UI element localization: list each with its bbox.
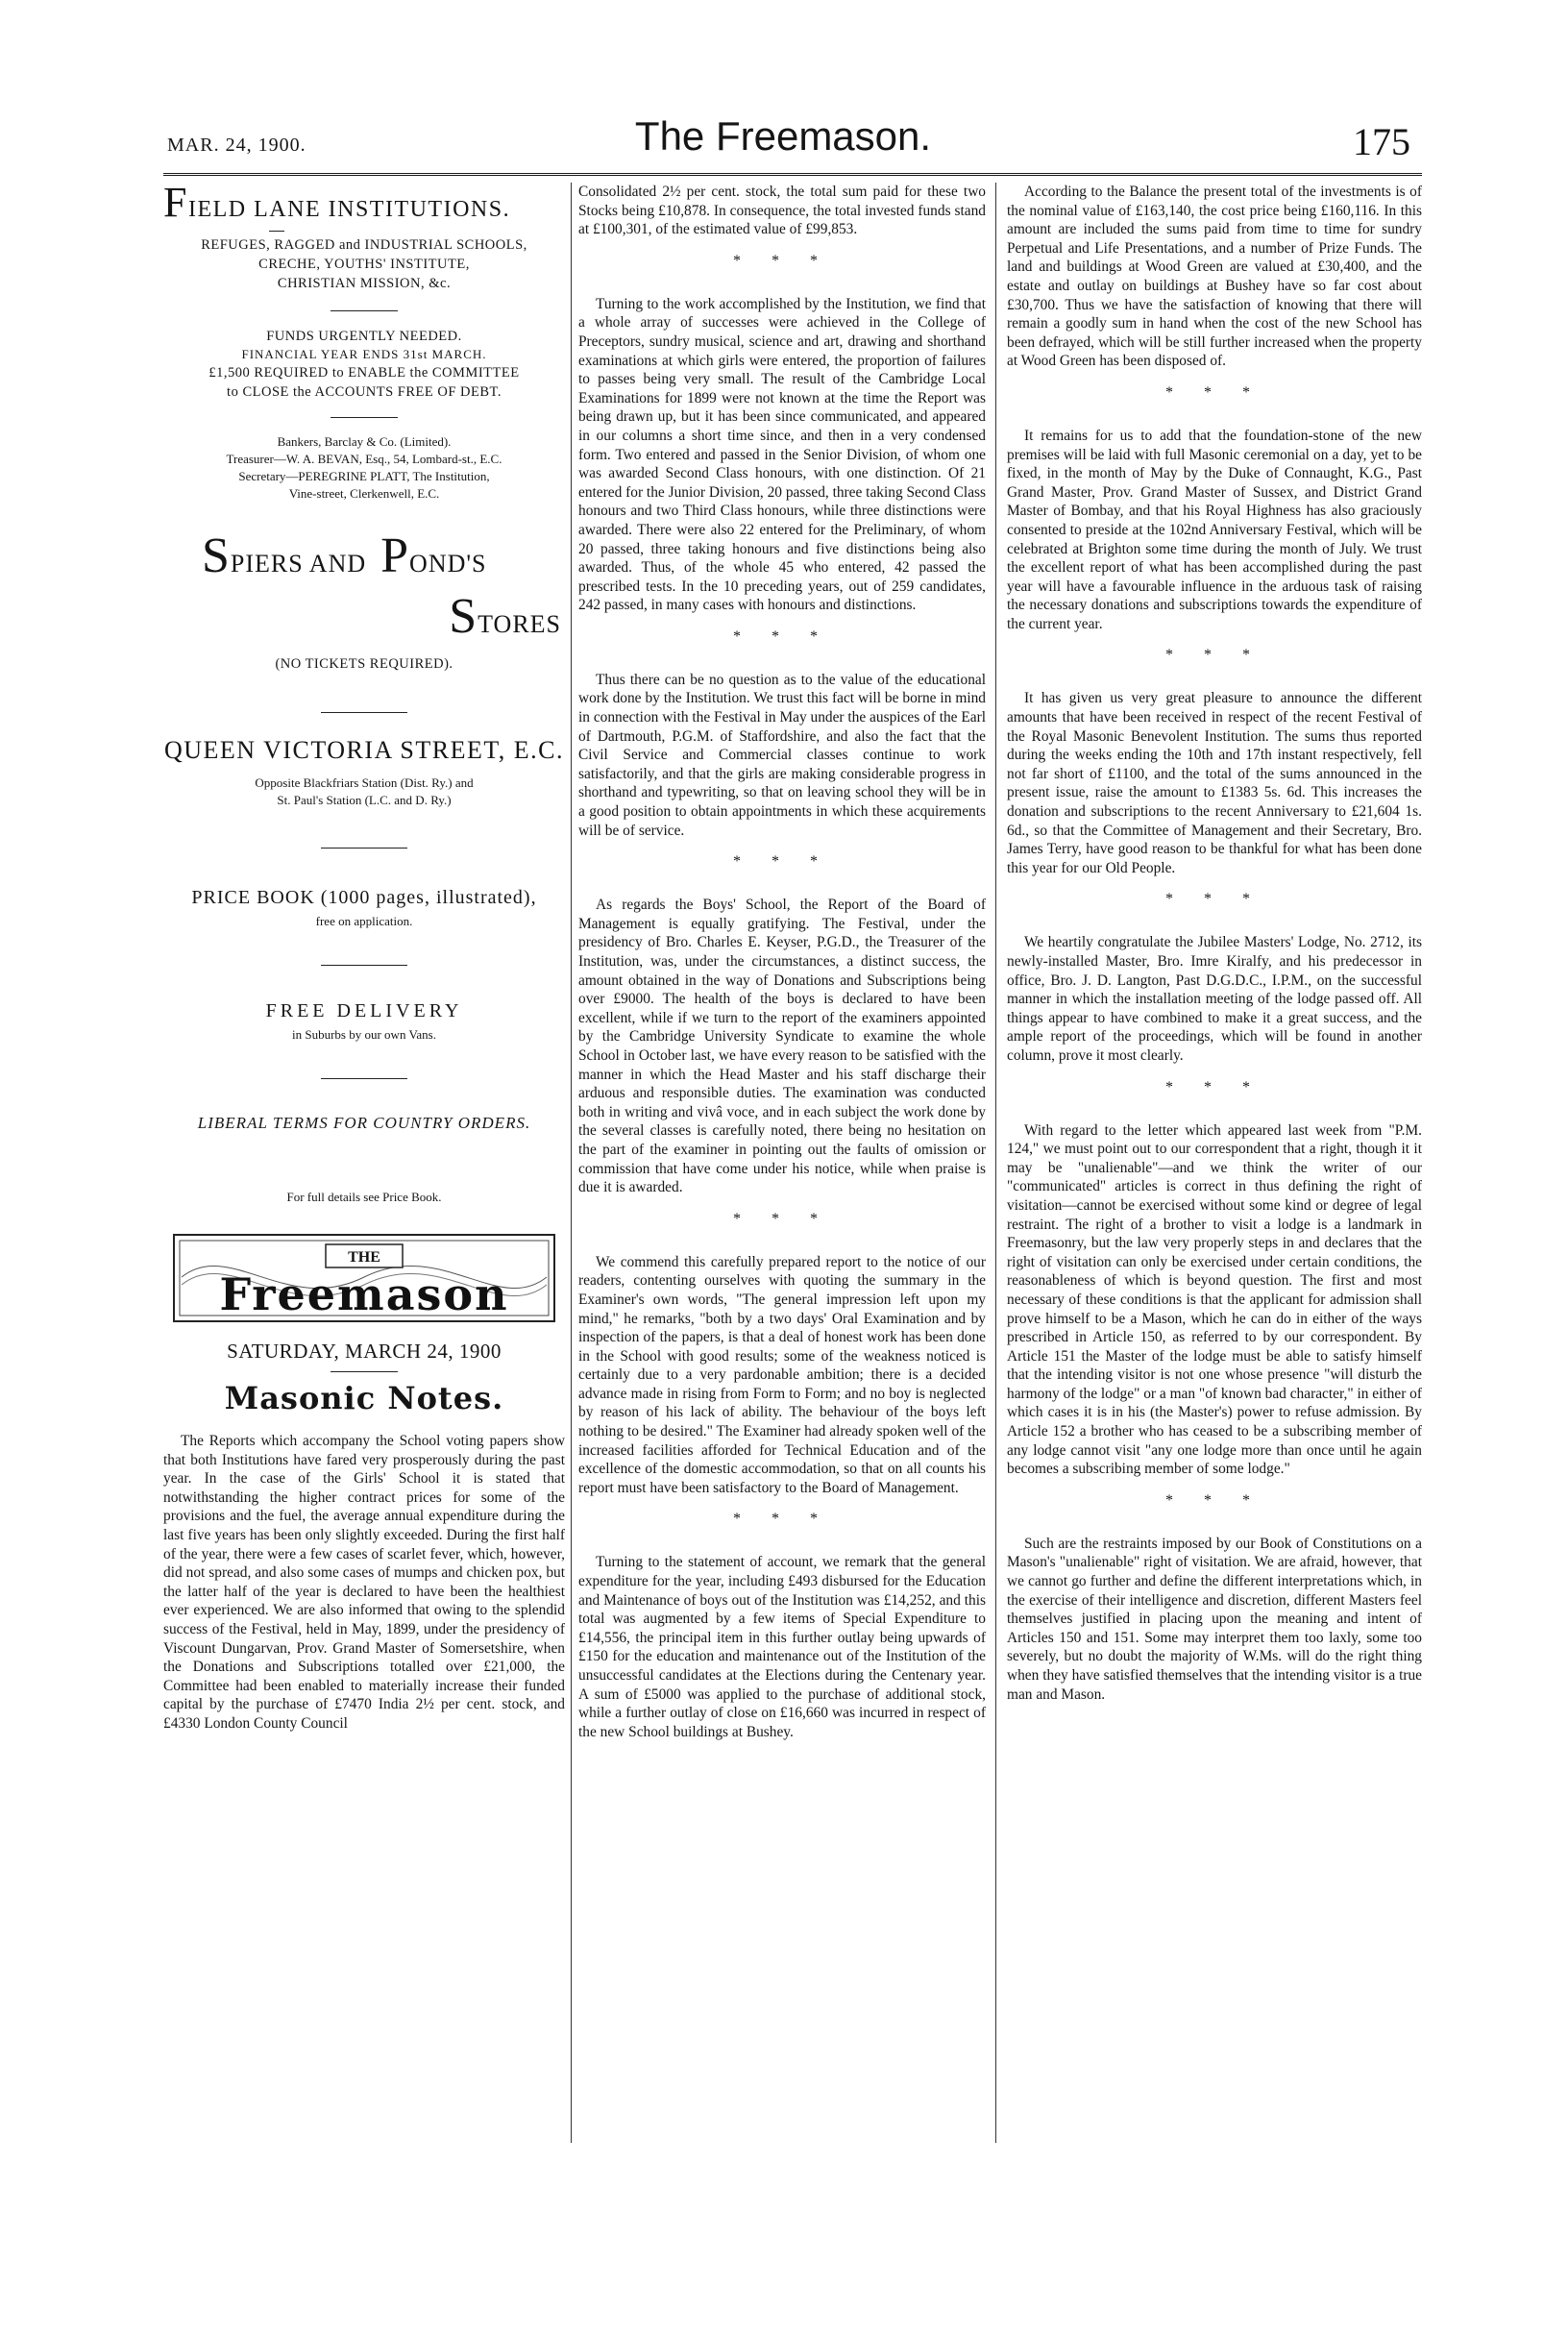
article-paragraph: Turning to the statement of account, we remark that the general expenditure for the year, including £493 disbursed for the Education and Maintenance of boys out of the Institution was £14,252, and this total was augmented by a few items of Special Expenditure to £14,556, the principal item in this further outlay being upwards of £150 for the education and maintenance out of the Institution of the unsuccessful candidates at the Elections during the Centenary year. A sum of £5000 was applied to the purchase of additional stock, while a further outlay of close on £16,660 was incurred in respect of the new School buildings at Bushey. (578, 1554, 986, 1740)
article-paragraph: It remains for us to add that the foundation-stone of the new premises will be laid with full Masonic ceremonial on a day, yet to be fixed, in the month of May by the Duke of Connaught, K.G., Past Grand Master, Prov. Grand Master of Sussex, and District Grand Master of Bombay, and that his Royal Highness has also graciously consented to preside at the 102nd Anniversary Festival, which will be celebrated at Brighton some time during the month of July. We trust the excellent report of what has been accomplished during the past year will have a favourable influence in the arduous task of raising the necessary donations and subscriptions towards the expenditure of the current year. (1007, 427, 1422, 632)
article-paragraph: It has given us very great pleasure to announce the different amounts that have been received in respect of the recent Festival of the Royal Masonic Benevolent Institution. The sums thus reported during the weeks ending the 10th and 17th instant respectively, fell not far short of £1100, and the total of the sums announced in the present issue, raise the amount to £1383 5s. 6d. This increases the donation and subscriptions to the recent Anniversary to £21,604 1s. 6d., so that the Committee of Management and their Secretary, Bro. James Terry, have good reason to be thankful for what has been done this year for our Old People. (1007, 690, 1422, 876)
section-title: Masonic Notes. (224, 1380, 504, 1416)
newspaper-title: The Freemason. (634, 113, 932, 159)
article-paragraph: Consolidated 2½ per cent. stock, the total sum paid for these two Stocks being £10,878. In consequence, the total invested funds stand at £100,301, of the estimated value of £99,853. (578, 184, 986, 238)
article-paragraph: The Reports which accompany the School voting papers show that both Institutions have fared very prosperously during the past year. In the case of the Girls' School it is stated that notwithstanding the higher contract prices for some of the provisions and the fuel, the average annual expenditure during the last five years has been only slightly exceeded. During the first half of the year, there were a few cases of scarlet fever, which, however, did not spread, and also some cases of mumps and chicken pox, but the latter half of the year is declared to have been the healthiest ever experienced. We are also informed that owing to the splendid success of the Festival, held in May, 1899, under the presidency of Viscount Dungarvan, Prov. Grand Master of Somersetshire, when the Donations and Subscriptions totalled over £21,000, the Committee had been enabled to materially increase their funded capital by the purchase of £7470 India 2½ per cent. stock, and £4330 London County Council (163, 1433, 565, 1732)
spiers-and-ponds-advertisement: SPIERS AND POND'S STORES (NO TICKETS REQUIRED). QUEEN VICTORIA STREET, E.C. Opposite Blackfriars Station (Dist. Ry.) and St. Paul's Station (L.C. and D. Ry.) PRICE BOOK (1000 pages, illustrated), free on application. FREE DELIVERY in Suburbs by our own Vans. LIBERAL TERMS FOR COUNTRY ORDERS. For full details see Price Book. (163, 529, 565, 1204)
article-paragraph: Thus there can be no question as to the value of the educational work done by the Institution. We trust this fact will be borne in mind in connection with the Festival in May under the auspices of the Earl of Dartmouth, P.G.M. of Staffordshire, and also the fact that the Civil Service and Commercial classes continue to work satisfactorily, and that the girls are making considerable progress in shorthand and typewriting, so that on leaving school they will be in a good position to obtain appointments in which these acquirements will be of service. (578, 671, 986, 839)
column-divider-2 (995, 183, 996, 2143)
column-a (163, 179, 565, 1747)
column-divider-1 (571, 183, 572, 2143)
section-separator: * * * (733, 252, 831, 269)
article-paragraph: We heartily congratulate the Jubilee Masters' Lodge, No. 2712, its newly-installed Master, Bro. Imre Kiralfy, and his predecessor in office, Bro. J. D. Langton, Past D.G.D.C., I.P.M., on the successful manner in which the installation meeting of the lodge passed off. All things appear to have combined to make it a great success, and the ample report of the proceedings, which will be found in another column, prove it most clearly. (1007, 934, 1422, 1064)
issue-date: SATURDAY, MARCH 24, 1900 (227, 1340, 502, 1363)
section-separator: * * * (733, 1210, 831, 1227)
page-number: 175 (1353, 120, 1410, 163)
section-separator: * * * (1165, 891, 1263, 908)
section-separator: * * * (1165, 383, 1263, 401)
masthead (144, 113, 1422, 171)
article-paragraph: With regard to the letter which appeared last week from "P.M. 124," we must point out to our correspondent that a right, though it it may be "unalienable"—and we think the writer of our "communicated" articles is correct in thus defining the right of visitation—cannot be exercised without some kind or degree of legal restraint. The right of a brother to visit a lodge is a landmark in Freemasonry, but the law very properly steps in and declares that the right of visitation can only be exercised under certain conditions, the reasonableness of which is beyond question. The first and most necessary of these conditions is that the applicant for admission shall prove himself to be a Mason, which he can do in either of the ways prescribed in Article 150, as referred to by our correspondent. By Article 151 the Master of the lodge must be able to satisfy himself that the intending visitor is not one whose presence "will disturb the harmony of the lodge" or a man "of known bad character," in either of which cases it is in his (the Master's) power to refuse admission. By Article 152 a brother who has ceased to be a subscribing member of any lodge cannot visit "any one lodge more than once until he again becomes a subscribing member of some lodge." (1007, 1121, 1422, 1478)
spiers-title: SPIERS AND POND'S (202, 529, 487, 583)
section-separator: * * * (733, 627, 831, 645)
header-rule (163, 173, 1422, 176)
article-paragraph: Such are the restraints imposed by our Book of Constitutions on a Mason's "unalienable" right of visitation. We are afraid, however, that we cannot go further and define the different interpretations which, in the exercise of their intelligence and discretion, different Masters feel themselves justified in placing upon the meaning and intent of Articles 150 and 151. Some may interpret them too laxly, some too severely, but no doubt the majority of W.Ms. will do the right thing when they have satisfied themselves that the intending visitor is a true man and Mason. (1007, 1535, 1422, 1703)
column-b (578, 183, 986, 1755)
article-paragraph: According to the Balance the present total of the investments is of the nominal value of £163,140, the cost price being £160,116. In this amount are included the sums paid from time to time for sundry Perpetual and Life Presentations, and a number of Prize Funds. The land and buildings at Wood Green are valued at £30,400, and the estate and outlay on buildings at Bushey have so far cost about £30,700. Thus we have the satisfaction of knowing that there will remain a goodly sum in hand when the cost of the new School has been defrayed, which will be still further increased when the property at Wood Green has been disposed of. (1007, 184, 1422, 370)
section-separator: * * * (1165, 1491, 1263, 1509)
article-paragraph: As regards the Boys' School, the Report of the Board of Management is equally gratifying. The Festival, under the presidency of Bro. Charles E. Keyser, P.G.D., the Treasurer of the Institution, was, under the circumstances, a distinct success, the amount obtained in the way of Donations and Subscriptions being over £9000. The health of the boys is declared to have been excellent, while if we turn to the report of the examiners appointed by the Cambridge University Syndicate to examine the whole School in October last, we have every reason to be satisfied with the manner in which the Head Master and his staff discharge their arduous and responsible duties. The examination was conducted both in writing and vivâ voce, and in each subject the work done by the several classes is carefully noted, there being no hesitation on the part of the examiner in pointing out the faults of omission or commission that have come under his notice, while when praise is due it is awarded. (578, 897, 986, 1196)
logo-banner (172, 1229, 556, 1325)
section-separator: * * * (1165, 647, 1263, 664)
article-paragraph: We commend this carefully prepared report to the notice of our readers, contenting ourselves with quoting the summary in the Examiner's own words, "The general impression left upon my mind," he remarks, "both by a two days' Oral Examination and by inspection of the papers, is that a deal of honest work has been done in the School with good results; some of the weakness noticed is certainly due to a very pardonable ambition; there is a decided advance made in rising from Form to Form; and no boy is neglected by reason of his lack of ability. The behaviour of the boys left nothing to be desired." The Examiner had already spoken well of the increased facilities afforded for Technical Education and of the excellence of the domestic accommodation, so that on all counts his report must have been satisfactory to the Board of Management. (578, 1253, 986, 1496)
field-lane-advertisement: FIELD LANE INSTITUTIONS. REFUGES, RAGGED and INDUSTRIAL SCHOOLS, CRECHE, YOUTHS' INSTITUTE, CHRISTIAN MISSION, &c. FUNDS URGENTLY NEEDED. FINANCIAL YEAR ENDS 31st MARCH. £1,500 REQUIRED to ENABLE the COMMITTEE to CLOSE the ACCOUNTS FREE OF DEBT. Bankers, Barclay & Co. (Limited). Treasurer—W. A. BEVAN, Esq., 54, Lombard-st., E.C. Secretary—PEREGRINE PLATT, The Institution, Vine-street, Clerkenwell, E.C. (163, 188, 565, 503)
stores-title: STORES (449, 589, 561, 644)
freemason-logo (172, 1229, 556, 1330)
section-separator: * * * (733, 1511, 831, 1528)
section-separator: * * * (1165, 1078, 1263, 1095)
issue-date-header: MAR. 24, 1900. (167, 135, 306, 156)
logo-wordmark: Freemason (219, 1268, 509, 1320)
section-separator: * * * (733, 853, 831, 871)
field-lane-title: FIELD LANE INSTITUTIONS. (163, 179, 511, 226)
street-address: QUEEN VICTORIA STREET, E.C. (163, 736, 565, 764)
logo-the: THE (348, 1249, 380, 1266)
article-paragraph: Turning to the work accomplished by the Institution, we find that a whole array of successes were achieved in the College of Preceptors, sundry musical, science and art, drawing and shorthand examinations at which girls were entered, the proportion of failures to passes being very small. The result of the Cambridge Local Examinations for 1899 were not known at the time the Report was being drawn up, but it has been since communicated, and appeared in our columns a short time since, and then in a very condensed form. Two entered and passed in the Senior Division, of whom one was awarded Second Class honours, with one distinction. Of 21 entered for the Junior Division, 20 passed, three taking Second Class honours and two Third Class honours, while three distinctions were awarded. There were also 22 entered for the Preliminary, of whom 20 passed, three taking honours and five distinctions being also awarded. Thus, of the whole 45 who entered, 42 passed the prescribed tests. In the 10 preceding years, out of 259 candidates, 242 passed, in many cases with honours and distinctions. (578, 295, 987, 614)
column-c (1007, 183, 1422, 1717)
